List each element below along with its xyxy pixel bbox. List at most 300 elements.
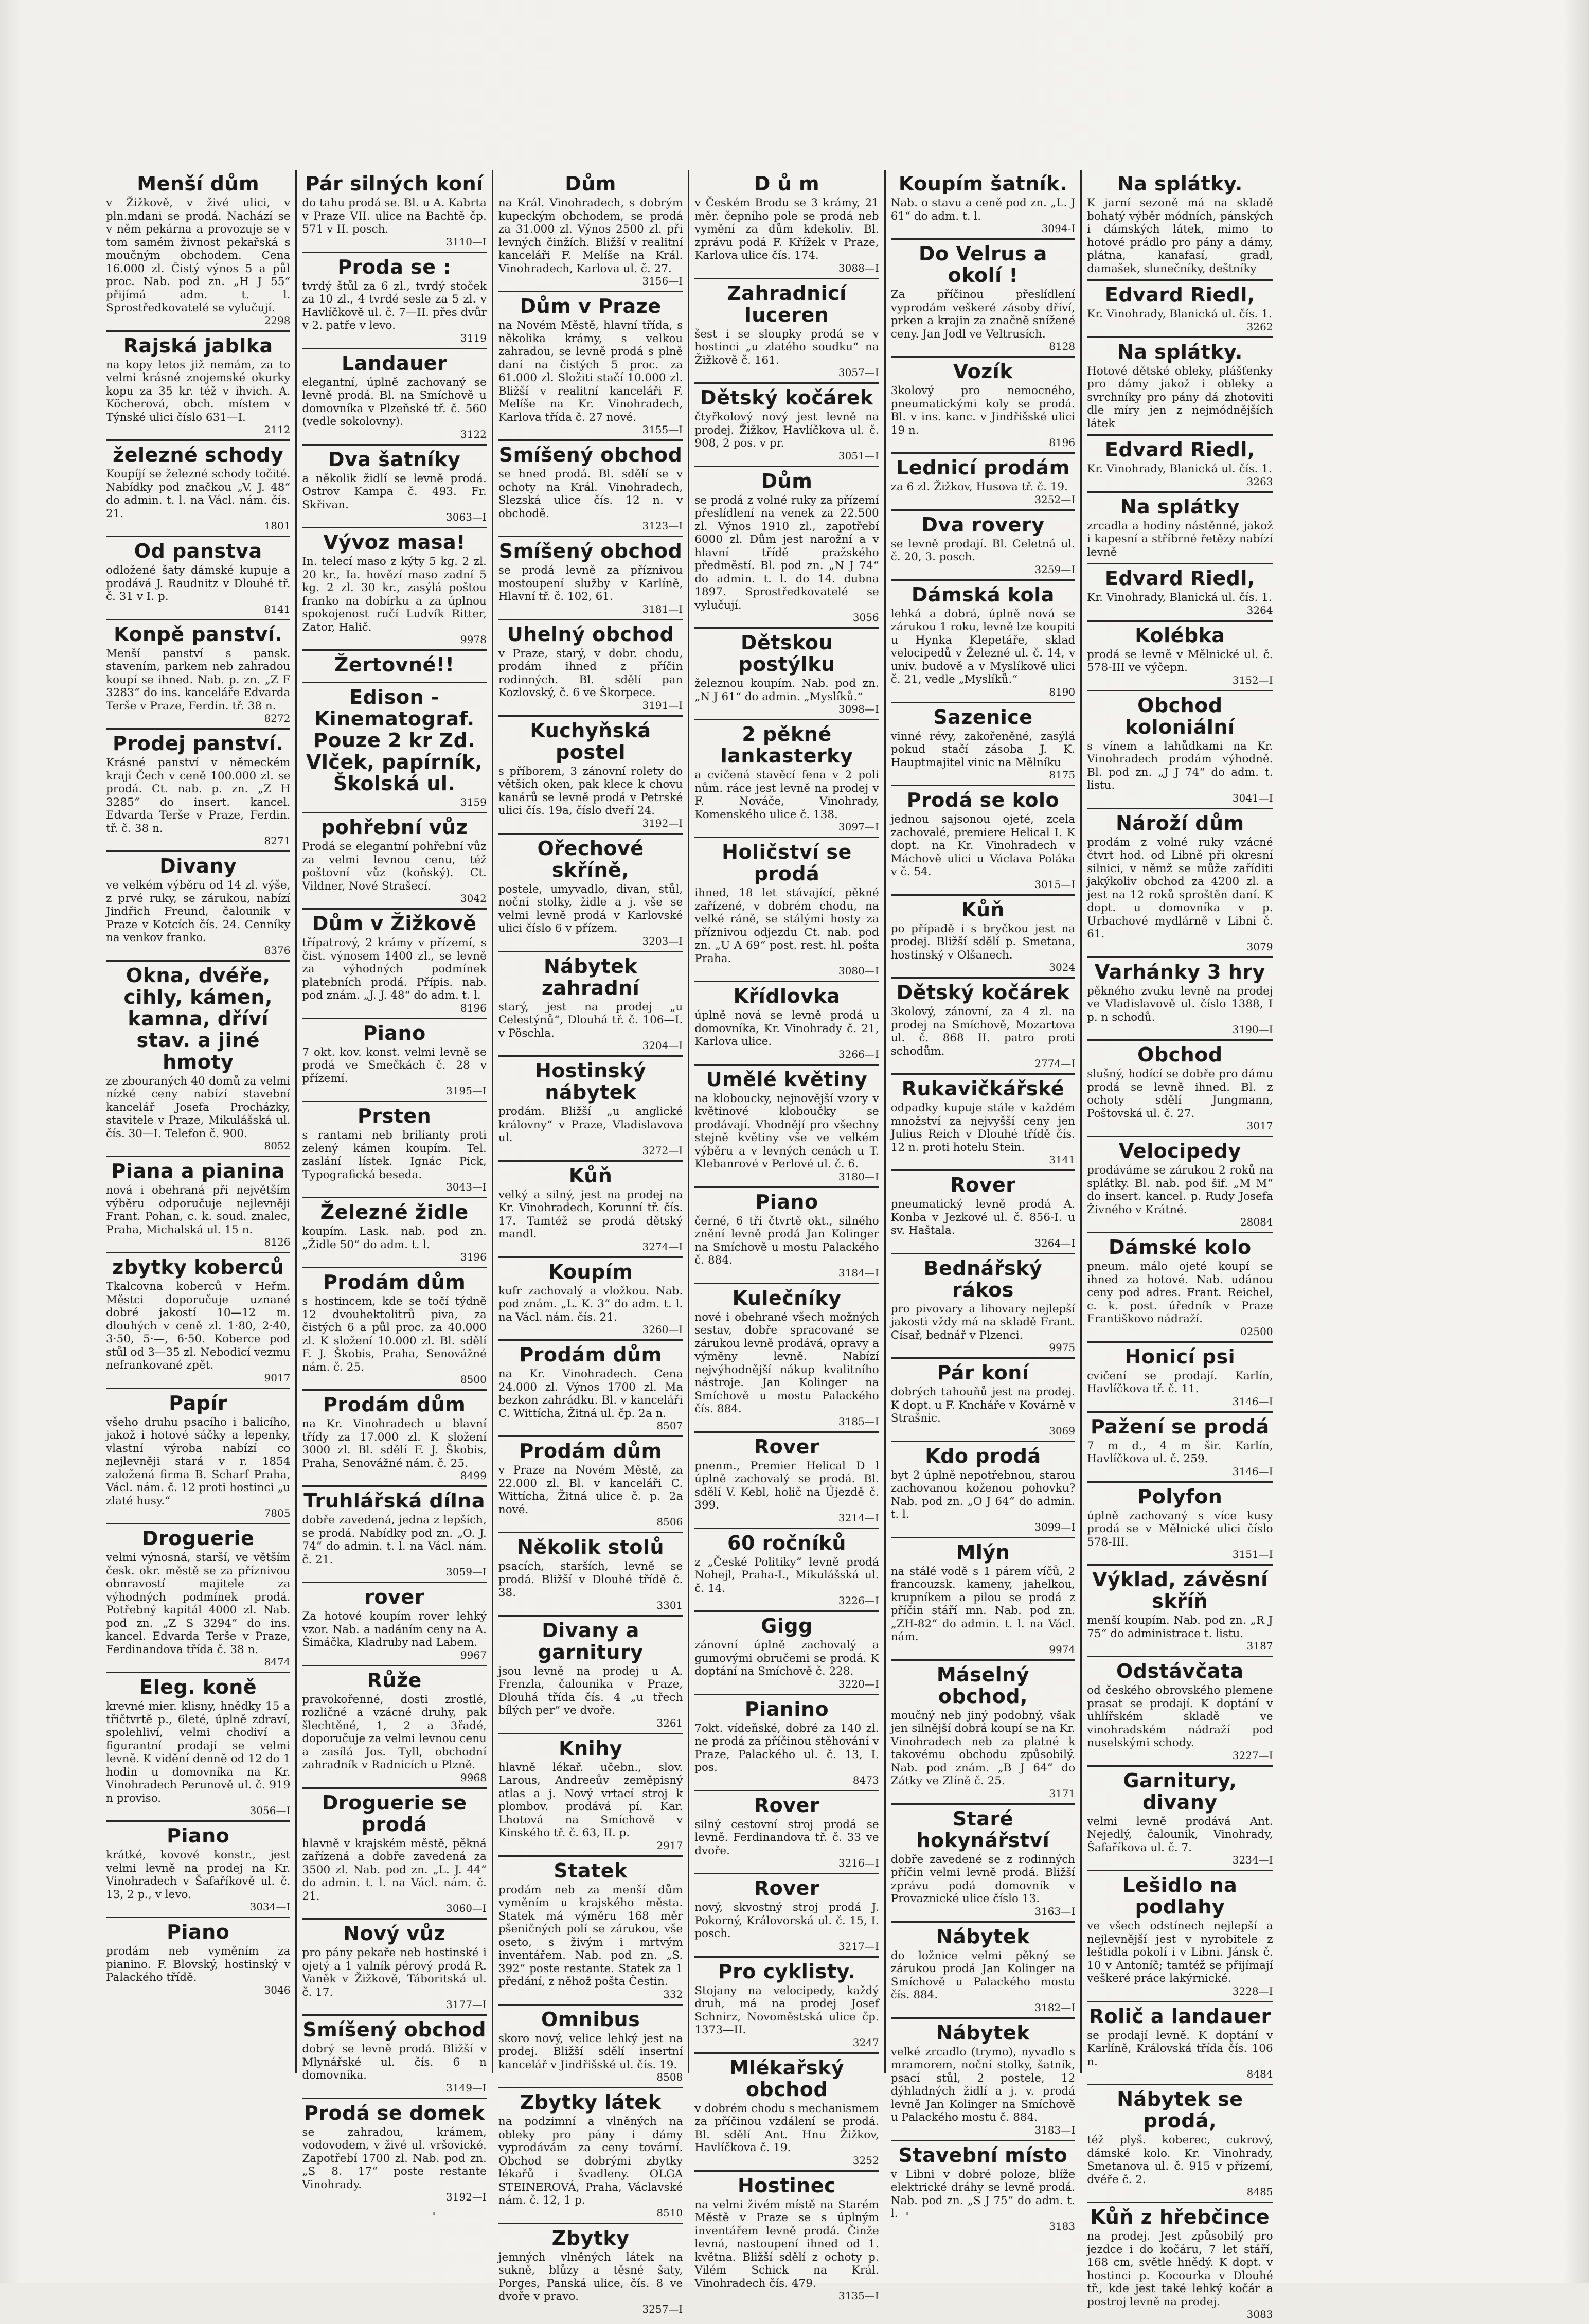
ad-body: silný cestovní stroj prodá se levně. Ferdinandova tř. č. 33 ve dvoře.	[694, 1818, 879, 1857]
ad-code: 9978	[460, 633, 487, 646]
ad-code: 8510	[656, 2206, 683, 2219]
classified-ad	[1087, 958, 1273, 1041]
ad-code: 3156—I	[642, 275, 683, 287]
classified-ad	[1087, 170, 1273, 281]
ad-body: 7 okt. kov. konst. velmi levně se prodá ve Smečkách č. 28 v přízemí.	[302, 1045, 487, 1085]
ad-heading: 2 pěkné lankasterky	[720, 723, 853, 767]
ad-code: 3079	[1246, 940, 1273, 953]
ad-body: ve velkém výběru od 14 zl. výše, z prvé ruky, se zárukou, nabízí Jindřich Freund, čalounik v Praze v Kotcích čís. 24. Cenníky na venkov franko.	[106, 879, 291, 944]
ad-body: slušný, hodící se dobře pro dámu prodá se levně ihned. Bl. z ochoty sdělí Jungmann, Poštovská ul. č. 27.	[1087, 1068, 1273, 1120]
ad-code: 3063—I	[446, 511, 487, 523]
ad-heading: Růže	[367, 1669, 422, 1692]
ad-heading: Droguerie se prodá	[322, 1791, 467, 1836]
ad-code: 3098—I	[838, 703, 879, 715]
classified-ad	[1087, 1343, 1273, 1413]
classified-ad	[1087, 1137, 1273, 1233]
ad-heading: Piano	[167, 1824, 230, 1847]
ad-body: úplně zachovaný s více kusy prodá se v Mělnické ulici číslo 578-III.	[1087, 1509, 1273, 1549]
classified-ad	[106, 1157, 290, 1253]
ad-body: pnenm., Premier Helical D l úplně zachovalý se prodá. Bl. sdělí V. Kebl, holič na Újezdě č. 399.	[694, 1459, 879, 1512]
ad-body: dobře zavedená, jedna z lepších, se prodá. Nabídky pod zn. „O. J. 74“ do admin. t. l. na Václ. nám. č. 21.	[302, 1514, 487, 1566]
classified-ad	[302, 1391, 486, 1487]
ad-heading: Dům	[565, 172, 616, 195]
ad-code: 3182—I	[1034, 2001, 1076, 2014]
ad-body: Kr. Vinohrady, Blanická ul. čís. 1.	[1087, 463, 1272, 475]
ad-body: pro pány pekaře neb hostinské i ojetý a 1 valník pérový prodá R. Vaněk v Žižkově, Táboritská ul. č. 17.	[302, 1946, 487, 1999]
ad-body: na Kr. Vinohradech. Cena 24.000 zl. Výnos 1700 zl. Ma bezkon zahrádku. Bl. v kanceláři C. Wittícha, Žitná ul. čp. 2a n.	[498, 1368, 683, 1420]
classified-ad	[498, 537, 683, 620]
ad-code: 3151—I	[1232, 1548, 1273, 1560]
ad-heading: Dům v Žižkově	[312, 912, 477, 935]
ad-code: 3057—I	[838, 366, 879, 379]
ad-code: 3226—I	[838, 1594, 879, 1607]
classified-ad	[302, 2099, 486, 2207]
classified-ad	[1087, 1413, 1273, 1483]
ad-heading: Máselný obchod,	[936, 1663, 1030, 1708]
ad-body: a několik židlí se levně prodá. Ostrov Kampa č. 493. Fr. Skřivan.	[302, 472, 487, 511]
classified-ad	[302, 1666, 486, 1789]
ad-heading: Křídlovka	[733, 985, 841, 1007]
ad-body: šest i se sloupky prodá se v hostinci „u zlatého soudku“ na Žižkově č. 161.	[694, 327, 879, 367]
ad-body: krátké, kovové konstr., jest velmi levně na prodej na Kr. Vinohradech v Šafaříkově ul. č. 13, 2 p., v levo.	[106, 1849, 291, 1901]
ad-heading: Obchod	[1137, 1043, 1223, 1066]
ad-heading: Edvard Riedl,	[1104, 438, 1255, 461]
ad-heading: Edvard Riedl,	[1104, 567, 1255, 590]
ad-heading: Stavební místo	[898, 2143, 1068, 2167]
ad-code: 3272—I	[642, 1144, 683, 1157]
classified-ad	[302, 1920, 486, 2016]
classified-ad	[106, 962, 290, 1158]
ad-code: 3252	[852, 2154, 879, 2167]
ad-heading: Dětskou postýlku	[738, 631, 835, 676]
ad-code: 3123—I	[642, 520, 683, 532]
ad-code: 3214—I	[838, 1511, 879, 1524]
ad-body: prodám neb za menší dům vyměním u krajského města. Statek má výměru 168 měr pšeničných polí se zárukou, vše oseto, s živým i mrtvým inventářem. Nab. pod zn. „S. 392“ poste restante. Statek za 1 předání, z něhož pošta Čestin.	[498, 1883, 683, 1988]
classified-ads-section	[101, 170, 1474, 2320]
ad-body: nový, skvostný stroj prodá J. Pokorný, Královorská ul. č. 15, I. posch.	[694, 1901, 879, 1940]
ad-body: Koupíjí se železné schody točité. Nabídky pod značkou „V. J. 48“ do admin. t. l. na Václ. nám. čís. 21.	[106, 468, 291, 520]
ad-heading: Divany a garnitury	[538, 1619, 644, 1663]
ad-body: odložené šaty dámské kupuje a prodává J. Raudnitz v Dlouhé tř. č. 31 v I. p.	[106, 564, 291, 603]
ad-code: 3274—I	[642, 1240, 683, 1253]
ad-body: Prodá se elegantní pohřební vůz za velmi levnou cenu, též poštovní vůz (koňský). Ct. Vildner, Nové Strašecí.	[302, 840, 487, 893]
ad-heading: Od panstva	[134, 540, 262, 562]
classified-ad	[1087, 1483, 1273, 1566]
ad-heading: Smíšený obchod	[302, 2018, 486, 2041]
ad-code: 3015—I	[1034, 878, 1076, 891]
ad-body: 7okt. vídeňské, dobré za 140 zl. ne prodá za příčinou stěhování v Praze, Palackého ul. č. 13, I. pos.	[694, 1722, 879, 1774]
ad-code: 3259—I	[1034, 563, 1076, 576]
ad-body: K jarní sezoně má na skladě bohatý výběr módních, pánských i dámských látek, mimo to hotové prádlo pro pány a dámy, plátna, kanafasí, gradl, damašek, slunečníky, deštníky	[1087, 197, 1273, 275]
classified-ad	[498, 170, 683, 292]
ad-code: 3171	[1049, 1787, 1076, 1800]
ad-code: 3187	[1246, 1640, 1273, 1652]
classified-ad	[891, 1171, 1075, 1254]
classified-ad	[498, 2224, 683, 2319]
ad-body: na stálé vodě s 1 párem víčů, 2 francouzsk. kameny, jahelkou, krupníkem a pilou se prodá z příčin stáří mn. Nab. pod zn. „ZH-82“ do admin. t. l. na Václ. nám.	[890, 1565, 1076, 1643]
ad-body: hlavně v krajském městě, pěkná zařízená a dobře zavedená za 3500 zl. Nab. pod zn. „L. J. 44“ do admin. t. l. na Václ. nám. č. 21.	[302, 1837, 487, 1903]
ad-code: 2112	[264, 423, 291, 436]
ad-code: 9975	[1049, 1341, 1076, 1354]
ad-body: v Libni v dobré poloze, blíže elektrické dráhy se levně prodá. Nab. pod zn. „S J 75“ do adm. t. l.	[890, 2168, 1076, 2220]
ad-heading: Nábytek zahradní	[541, 954, 640, 999]
classified-ad	[498, 1258, 683, 1341]
ad-body: 3kolový, zánovní, za 4 zl. na prodej na Smíchově, Mozartova ul. č. 868 II. patro proti schodům.	[890, 1005, 1076, 1058]
ad-heading: Rover	[754, 1877, 820, 1900]
classified-ad	[106, 620, 290, 730]
ad-body: a cvičená stavěcí fena v 2 poli nům. ráce jest levně na prodej v F. Nováče, Vinohrady, Komenského ulice č. 138.	[694, 769, 879, 821]
ad-code: 8484	[1246, 2068, 1273, 2080]
classified-ad	[1087, 1566, 1273, 1657]
ad-column-1	[101, 170, 297, 2073]
ad-heading: Divany	[159, 855, 237, 877]
ad-column-3	[493, 170, 689, 2315]
ad-body: po případě i s bryčkou jest na prodej. Bližší sdělí p. Smetana, hostinský v Olšanech.	[890, 922, 1076, 962]
ad-code: 3056	[852, 611, 879, 624]
ad-heading: Rover	[754, 1794, 820, 1817]
ad-body: všeho druhu psacího i balicího, jakož i hotové sáčky a lepenky, vlastní výroba nabízí co nejlevněji stará v r. 1854 založená firma B. Scharf Praha, Václ. nám. č. 12 proti hostinci „u zlaté husy.“	[106, 1415, 291, 1507]
ad-body: velmi levně prodává Ant. Nejedlý, čalounik, Vinohrady, Šafaříkova ul. č. 7.	[1087, 1815, 1273, 1854]
ad-code: 3264	[1246, 604, 1273, 616]
ad-heading: Piano	[755, 1190, 818, 1213]
ad-code: 3159	[460, 796, 487, 808]
classified-ad	[302, 349, 486, 446]
ad-body: menší koupím. Nab. pod zn. „R J 75“ do administrace t. listu.	[1087, 1614, 1273, 1640]
ad-body: prodám neb vyměním za pianino. F. Blovský, hostinský v Palackého třídě.	[106, 1945, 291, 1984]
ad-body: s hostincem, kde se točí týdně 12 dvouhektolitrů piva, za čistých 6 a půl proc. za 40.000 zl. K složení 10.000 zl. Bl. sdělí F. J. Škobis, Praha, Senovážné nám. č. 25.	[302, 1295, 487, 1374]
ad-heading: Omnibus	[541, 2008, 640, 2031]
ad-heading: Ořechové skříně,	[537, 837, 644, 881]
classified-ad	[694, 838, 879, 982]
classified-ad	[106, 1253, 290, 1389]
ad-code: 3261	[656, 1716, 683, 1729]
classified-ad	[498, 620, 683, 717]
classified-ad	[106, 1822, 290, 1918]
ad-heading: Dámská kola	[911, 583, 1055, 606]
ad-heading: Gigg	[761, 1615, 813, 1637]
ad-heading: pohřební vůz	[320, 816, 468, 839]
classified-ad	[302, 1019, 486, 1103]
ad-heading: Landauer	[341, 351, 448, 375]
ad-code: 3060—I	[446, 1902, 487, 1914]
ad-body: tvrdý štůl za 6 zl., tvrdý stoček za 10 zl., 4 tvrdé sesle za 5 zl. v Havlíčkově ul. č. 7—II. přes dvůr v 2. patře v levo.	[302, 279, 487, 332]
ad-code: 3262	[1246, 320, 1273, 333]
classified-ad	[1087, 1041, 1273, 1137]
ad-heading: Piano	[167, 1921, 230, 1943]
ad-code: 3110—I	[446, 235, 487, 248]
ad-code: 3155—I	[642, 423, 683, 436]
ad-code: 3043—I	[446, 1181, 487, 1193]
ad-body: se levně prodají. Bl. Celetná ul. č. 20, 3. posch.	[890, 537, 1076, 563]
ad-heading: Do Velrus a okolí !	[919, 242, 1047, 287]
ad-code: 28084	[1240, 1216, 1273, 1228]
ad-heading: Rolič a landauer	[1088, 2004, 1271, 2028]
classified-ad	[106, 441, 290, 537]
ad-body: s příborem, 3 zánovní rolety do větších oken, pak klece k chovu kanárů se levně prodá v Petrské ulici čís. 19a, číslo dveří 24.	[498, 765, 683, 817]
ad-heading: Nový vůz	[343, 1922, 445, 1945]
ad-heading: Rukavičkářské	[901, 1077, 1065, 1100]
ad-code: 3024	[1049, 961, 1076, 973]
ad-code: 8507	[656, 1420, 683, 1432]
classified-ad	[891, 170, 1075, 240]
classified-ad	[498, 1162, 683, 1258]
classified-ad	[498, 1533, 683, 1617]
ad-code: 3217—I	[838, 1940, 879, 1953]
classified-ad	[106, 852, 290, 962]
ad-heading: Sazenice	[933, 705, 1033, 729]
ad-body: černé, 6 tři čtvrtě okt., silného znění levně prodá Jan Kolinger na Smíchově u mostu Palackého č. 884.	[694, 1214, 879, 1267]
ad-code: 8190	[1049, 685, 1076, 698]
classified-ad	[694, 1874, 879, 1958]
classified-ad	[694, 2172, 879, 2306]
ad-heading: Odstávčata	[1116, 1660, 1244, 1682]
ad-body: Hotové dětské obleky, plášťenky pro dámy jakož i obleky a svrchníky pro pány dá zhotoviti dle míry jen z nejmódnějších látek	[1087, 364, 1273, 430]
ad-heading: Kůň z hřebčince	[1090, 2206, 1270, 2228]
ad-heading: Statek	[554, 1859, 628, 1882]
ad-code: 7805	[264, 1507, 291, 1519]
classified-ad	[891, 581, 1075, 703]
ad-heading: Pažení se prodá	[1091, 1415, 1270, 1438]
ad-code: 3046	[264, 1983, 291, 1996]
ad-code: 3252—I	[1034, 493, 1076, 506]
classified-ad	[302, 1487, 486, 1583]
ad-body: prodám. Bližší „u anglické královny“ v Praze, Vladislavova ul.	[498, 1105, 683, 1144]
ad-heading: Nároží dům	[1116, 811, 1244, 835]
classified-ad	[694, 1791, 879, 1875]
classified-ad	[891, 1923, 1075, 2019]
classified-ad	[891, 511, 1075, 581]
ad-body: na kloboucky, nejnovější vzory v květinové kloboučky se prodávají. Vhodnějí pro všechny stejně květiny vše ve velkém výběru a v levných cenách u T. Klebanrové v Perlové ul. č. 6.	[694, 1092, 879, 1170]
ad-heading: Dva šatníky	[328, 448, 461, 471]
ad-code: 3184—I	[838, 1266, 879, 1279]
ad-heading: Uhelný obchod	[507, 623, 674, 646]
ad-code: 3264—I	[1034, 1236, 1076, 1249]
ad-code: 3257—I	[642, 2302, 683, 2315]
ad-body: čtyřkolový nový jest levně na prodej. Žižkov, Havlíčkova ul. č. 908, 2 pos. v pr.	[694, 411, 879, 450]
ad-heading: Garnitury, divany	[1123, 1769, 1237, 1814]
ad-heading: Umělé květiny	[706, 1068, 868, 1091]
ad-code: 2298	[264, 314, 291, 327]
classified-ad	[891, 1661, 1075, 1805]
ad-heading: Pro cyklisty.	[718, 1960, 856, 1983]
ad-code: 8485	[1246, 2186, 1273, 2198]
classified-ad	[694, 384, 879, 467]
ad-code: 8272	[264, 712, 291, 724]
ad-body: moučný neb jiný podobný, však jen silnější dobrá koupí se na Kr. Vinohradech neb za platné k takovému obchodu způsobilý. Nab. pod znám. „B J 64“ do Zátky ve Zlíně č. 25.	[890, 1709, 1076, 1787]
classified-ad	[1087, 281, 1273, 338]
ad-body: na velmi živém místě na Starém Městě v Praze se s úplným inventářem levně prodá. Činže levná, nastoupení ihned od 1. května. Bližší sdělí z ochoty p. Vilém Schick na Král. Vinohradech čís. 479.	[694, 2198, 879, 2290]
classified-ad	[498, 2088, 683, 2224]
ad-body: železnou koupím. Nab. pod zn. „N J 61“ do admin. „Myslíků.“	[694, 677, 879, 703]
ad-body: Menší panství s pansk. stavením, parkem neb zahradou koupí se ihned. Nab. p. zn. „Z F 3283“ do ins. kanceláře Edvarda Terše v Praze, Ferdin. tř. 38 n.	[106, 647, 291, 713]
ad-body: byt 2 úplně nepotřebnou, starou zachovanou koženou pohovku? Nab. pod zn. „O J 64“ do admin. t. l.	[890, 1468, 1076, 1521]
classified-ad	[1087, 2002, 1273, 2086]
ad-column-6	[1082, 170, 1278, 2320]
classified-ad	[694, 467, 879, 629]
ad-heading: Pár koní	[937, 1361, 1029, 1384]
classified-ad	[498, 292, 683, 441]
classified-ad	[1087, 2203, 1273, 2324]
ad-body: Stojany na velocipedy, každý druh, má na prodej Josef Schnirz, Novoměstská ulice čp. 1373—II.	[694, 1984, 879, 2036]
ad-code: 3196	[460, 1251, 487, 1263]
ad-heading: Žertovné!!	[334, 653, 455, 676]
ad-heading: rover	[364, 1586, 424, 1608]
classified-ad	[498, 1617, 683, 1734]
classified-ad	[302, 683, 486, 813]
ad-heading: Droguerie	[141, 1527, 255, 1550]
footer-mark-right: '	[905, 2210, 909, 2225]
ad-body: lehká a dobrá, úplně nová se zárukou 1 roku, levně lze koupiti u Hynka Klepetáře, sklad velocipedů v Železné ul. č. 14, v univ. budově a v Myslíkově ulici č. 21, vedle „Myslíků.“	[890, 607, 1076, 686]
ad-code: 9017	[264, 1371, 291, 1384]
classified-ad	[891, 1442, 1075, 1538]
footer-mark-left: '	[432, 2210, 436, 2225]
classified-ad	[106, 1918, 290, 2000]
ad-heading: Okna, dvéře, cihly, kámen, kamna, dříví stav. a jiné hmoty	[123, 964, 273, 1073]
ad-heading: Nábytek se prodá,	[1117, 2088, 1243, 2132]
ad-body: se zahradou, krámem, vodovodem, v živé ul. vršovické. Zapotřebí 1700 zl. Nab. pod zn. „S 8. 17“ poste restante Vinohrady.	[302, 2125, 487, 2191]
ad-code: 8052	[264, 1140, 291, 1152]
ad-code: 3099—I	[1034, 1520, 1076, 1533]
ad-body: psacích, starších, levně se prodá. Bližší v Dlouhé třídě č. 38.	[498, 1560, 683, 1599]
ad-code: 8196	[1049, 436, 1076, 449]
ad-code: 02500	[1240, 1325, 1273, 1338]
classified-ad	[694, 982, 879, 1066]
classified-ad	[694, 1612, 879, 1695]
ad-heading: Knihy	[559, 1736, 622, 1760]
ad-heading: Vývoz masa!	[323, 531, 466, 554]
ad-body: Za hotové koupím rover lehký vzor. Nab. a nadáním ceny na A. Šimáčka, Kladruby nad Labem.	[302, 1610, 487, 1649]
ad-body: nové i obehrané všech možných sestav, dobře spracované se zárukou levně prodává, opravy a výměny levně. Nabízí nejvýhodnější nákup kvalitního nástroje. Jan Kolinger na Smíchově u mostu Palackého čís. 884.	[694, 1310, 879, 1415]
ad-heading: Mlékařský obchod	[729, 2056, 845, 2101]
classified-ad	[106, 1524, 290, 1673]
classified-ad	[106, 1673, 290, 1822]
ad-body: na Král. Vinohradech, s dobrým kupeckým obchodem, se prodá za 31.000 zl. Výnos 2500 zl. při levných činžích. Bližší v realitní kanceláři F. Melíše na Král. Vinohradech, Karlova ul. č. 27.	[498, 197, 683, 275]
ad-body: cvičení se prodají. Karlín, Havlíčkova tř. č. 11.	[1087, 1369, 1273, 1395]
ad-heading: železné schody	[113, 443, 284, 466]
classified-ad	[694, 1188, 879, 1284]
classified-ad	[302, 910, 486, 1019]
classified-ad	[891, 1254, 1075, 1359]
ad-heading: Prodá se kolo	[906, 789, 1060, 811]
ad-code: 8175	[1049, 769, 1076, 781]
ad-body: ihned, 18 let stávající, pěkné zařízené, v dobrém chodu, na velké ráně, se stálými hosty za příznivou odjezdu Ct. nab. pod zn. „U A 69“ post. rest. hl. pošta Praha.	[694, 886, 879, 965]
ad-heading: D ů m	[754, 172, 820, 195]
ad-heading: Na splátky.	[1117, 172, 1243, 195]
ad-code: 3190—I	[1232, 1023, 1273, 1036]
ad-body: velký a silný, jest na prodej na Kr. Vinohradech, Korunní tř. čís. 17. Tamtéž se prodá dětský mandl.	[498, 1188, 683, 1240]
ad-body: vinné révy, zakořeněné, zasýlá pokud stačí zásoba J. K. Hauptmajitel vinic na Mělníku	[890, 730, 1076, 769]
ad-code: 8473	[852, 1773, 879, 1786]
ad-heading: Prodám dům	[323, 1271, 466, 1293]
classified-ad	[302, 1583, 486, 1666]
ad-body: Kr. Vinohrady, Blanická ul. čís. 1.	[1087, 591, 1272, 604]
ad-heading: Pianino	[744, 1697, 829, 1720]
ad-body: prodáváme se zárukou 2 roků na splátky. Bl. nab. pod šif. „M M“ do insert. kancel. p. Rudy Josefa Živného v Krátné.	[1087, 1164, 1273, 1216]
ad-body: s vínem a lahůdkami na Kr. Vinohradech prodám výhodně. Bl. pod zn. „J J 74“ do adm. t. listu.	[1087, 739, 1273, 792]
classified-ad	[1087, 436, 1273, 493]
ad-code: 8141	[264, 602, 291, 615]
ad-column-2	[297, 170, 493, 2203]
classified-ad	[1087, 622, 1273, 691]
ad-code: 3266—I	[838, 1048, 879, 1060]
ad-body: ve všech odstínech nejlepší a nejlevnější jest v nyrobitele z leštidla pokolí i v Libni. Jánsk č. 10 v Antoníč; tamtéž se přijímají veškeré práce lakýrnické.	[1087, 1920, 1273, 1985]
ad-body: na kopy letos již nemám, za to velmi krásné znojemské okurky kopu za 35 kr. též v ihvich. A. Köcherová, obch. místem v Týnské ulici číslo 631—I.	[106, 358, 291, 424]
classified-ad	[498, 1341, 683, 1437]
ad-heading: Na splátky	[1120, 495, 1240, 518]
ad-body: na Kr. Vinohradech u blavní třídy za 17.000 zl. K složení 3000 zl. Bl. sdělí F. J. Škobis, Praha, Senovážné nám. č. 25.	[302, 1417, 487, 1470]
ad-heading: Velocipedy	[1118, 1140, 1241, 1162]
ad-heading: Zbytky látek	[520, 2091, 662, 2114]
ad-code: 1801	[264, 520, 291, 532]
ad-heading: Dětský kočárek	[896, 981, 1070, 1004]
ad-code: 3146—I	[1232, 1395, 1273, 1408]
ad-code: 3163—I	[1034, 1905, 1076, 1918]
classified-ad	[106, 1389, 290, 1525]
classified-ad	[694, 1433, 879, 1529]
ad-heading: Menší dům	[137, 172, 260, 195]
columns-grid	[101, 170, 1474, 2320]
ad-code: 3216—I	[838, 1857, 879, 1869]
ad-body: v Českém Brodu se 3 krámy, 21 měr. čepního pole se prodá neb vymění za dům kdekoliv. Bl. zprávu podá F. Křížek v Praze, Karlova ulice čís. 174.	[694, 197, 879, 262]
ad-heading: Zahradnicí luceren	[727, 281, 847, 326]
ad-code: 3069	[1049, 1424, 1076, 1437]
ad-code: 2774—I	[1034, 1057, 1076, 1070]
ad-body: třípatrový, 2 krámy v přízemí, s čist. výnosem 1400 zl., se levně za výhodných podmínek platebních prodá. Přípis. nab. pod znám. „J. J. 48“ do adm. t. l.	[302, 936, 487, 1002]
ad-code: 3234—I	[1232, 1854, 1273, 1866]
ad-body: na Novém Městě, hlavní třída, s několika krámy, s velkou zahradou, se levně prodá s plně daní na čistých 5 proc. za 61.000 zl. Složiti stačí 10.000 zl. Bližší v realitní kanceláři F. Melíše na Kr. Vinohradech, Karlova třída č. 27 nové.	[498, 319, 683, 424]
ad-code: 3228—I	[1232, 1984, 1273, 1997]
ad-heading: Železné židle	[320, 1201, 469, 1223]
ad-code: 3183—I	[1034, 2123, 1076, 2136]
ad-heading: Výklad, závěsní skříň	[1092, 1568, 1268, 1612]
classified-ad	[302, 813, 486, 910]
ad-code: 3263	[1246, 475, 1273, 488]
ad-column-4	[689, 170, 885, 2302]
ad-code: 8196	[460, 1001, 487, 1014]
ad-heading: Piano	[363, 1021, 426, 1044]
classified-ad	[891, 1359, 1075, 1442]
classified-ad	[694, 720, 879, 838]
ad-heading: Staré hokynářství	[916, 1807, 1050, 1852]
ad-code: 3146—I	[1232, 1465, 1273, 1478]
classified-ad	[1087, 1767, 1273, 1872]
ad-heading: Edison - Kinematograf. Pouze 2 kr Zd. Vlček, papírník, Školská ul.	[306, 686, 483, 795]
classified-ad	[302, 528, 486, 651]
ad-code: 8508	[656, 2071, 683, 2083]
classified-ad	[302, 446, 486, 529]
ad-code: 3059—I	[446, 1566, 487, 1578]
ad-heading: Holičství se prodá	[722, 841, 852, 885]
ad-body: starý, jest na prodej „u Celestýnů“, Dlouhá tř. č. 106—I. v Pöschla.	[498, 1000, 683, 1040]
classified-ad	[891, 703, 1075, 787]
classified-ad	[302, 651, 486, 683]
ad-code: 3192—I	[642, 817, 683, 829]
ad-code: 8271	[264, 835, 291, 847]
ad-code: 8126	[264, 1236, 291, 1248]
classified-ad	[694, 170, 879, 279]
ad-body: dobrých tahouňů jest na prodej. K dopt. u F. Kncháře v Kovárně v Strašnic.	[890, 1386, 1076, 1425]
classified-ad	[891, 1075, 1075, 1171]
classified-ad	[891, 896, 1075, 979]
ad-heading: Varhánky 3 hry	[1094, 960, 1265, 983]
ad-code: 3204—I	[642, 1039, 683, 1052]
ad-code: 8376	[264, 944, 291, 956]
ad-body: pravokořenné, dosti zrostlé, rozličné a vzácné druhy, pak šlechtěné, 1, 2 a 3řadé, doporučuje za velmi levnou cenu a zasílá Jos. Tyll, obchodní zahradník v Radnicích u Plzně.	[302, 1693, 487, 1771]
ad-body: v Žižkově, v živé ulici, v pln.mdani se prodá. Nachází se v něm pekárna a provozuje se v tom samém živnost pekařská s moučným obchodem. Cena 16.000 zl. Čistý výnos 5 a půl proc. Nab. pod zn. „H J 55“ přijímá adm. t. l. Sprostředkovatelé se vylučují.	[106, 197, 291, 314]
ad-heading: Rover	[754, 1435, 820, 1458]
classified-ad	[302, 2016, 486, 2099]
ad-body: se prodá z volné ruky za přízemí přeslídlení na venek za 22.500 zl. Výnos 1910 zl., zapotřebí 6000 zl. Dům jest narožní a v hlavní třídě pražského předměstí. Bl. pod zn. „N J 74“ do admin. t. l. do 14. dubna 1897. Sprostředkovatelé se vylučují.	[694, 493, 879, 612]
